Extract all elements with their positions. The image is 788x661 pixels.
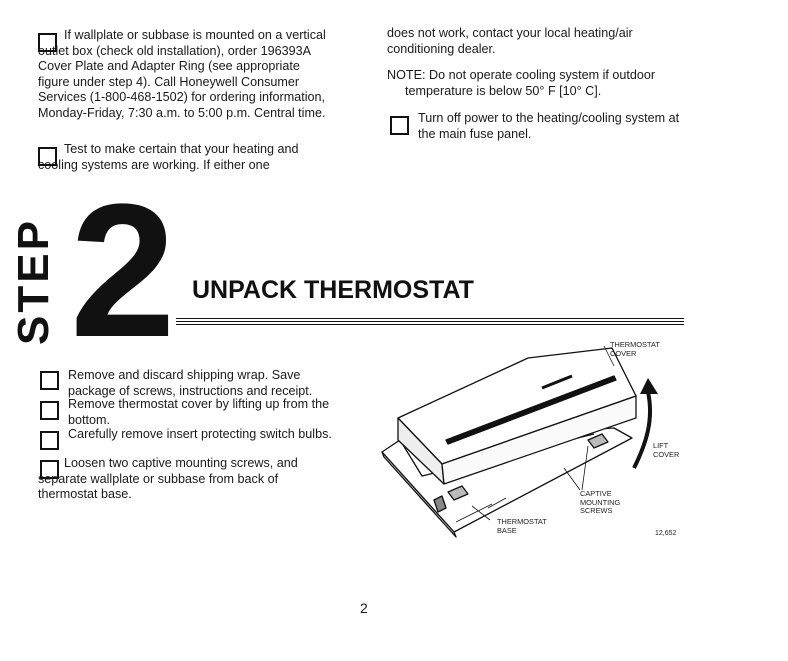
test-text: Test to make certain that your heating and cooling systems are working. If either one <box>38 142 299 172</box>
step-number: 2 <box>70 165 170 377</box>
note-line-1: NOTE: Do not operate cooling system if outdoor <box>387 68 656 82</box>
wallplate-text: If wallplate or subbase is mounted on a vertical outlet box (check old installation), order 196393A Cover Plate and Adapter Ring (see appropriate figure under step 4). Call Honeywell Consumer Services (1-800-468-1502) for ordering information, Monday-Friday, 7:30 a.m. to 5:00 p.m. Central time. <box>38 28 326 120</box>
title-rule-1 <box>176 318 684 319</box>
note-line-2: temperature is below 50° F [10° C]. <box>405 83 602 98</box>
continuation-paragraph <box>387 26 687 57</box>
title-rule-3 <box>176 324 684 325</box>
continuation-text: does not work, contact your local heating/air conditioning dealer. <box>387 26 633 56</box>
checkbox-step-2[interactable] <box>40 401 59 420</box>
step-item-3 <box>68 427 336 443</box>
label-mounting-screws: CAPTIVE MOUNTING SCREWS <box>580 489 621 516</box>
step-item-1 <box>68 368 336 399</box>
step-item-1-text: Remove and discard shipping wrap. Save package of screws, instructions and receipt. <box>68 368 313 398</box>
step-item-4 <box>38 456 336 503</box>
checkbox-step-3[interactable] <box>40 431 59 450</box>
label-thermostat-base: THERMOSTAT BASE <box>497 517 547 535</box>
power-paragraph <box>418 111 688 142</box>
checkbox-step-1[interactable] <box>40 371 59 390</box>
step-word: STEP <box>9 218 58 345</box>
page-number: 2 <box>360 600 368 616</box>
step-item-2-text: Remove thermostat cover by lifting up from the bottom. <box>68 397 330 427</box>
section-title: UNPACK THERMOSTAT <box>192 276 474 304</box>
checkbox-power-off[interactable] <box>390 116 409 135</box>
step-item-2 <box>68 397 336 428</box>
figure-number: 12,652 <box>655 530 677 537</box>
wallplate-paragraph <box>38 28 334 122</box>
power-text: Turn off power to the heating/cooling system at the main fuse panel. <box>418 111 680 141</box>
note-paragraph <box>387 68 697 99</box>
title-rule-2 <box>176 321 684 322</box>
label-thermostat-cover: THERMOSTAT COVER <box>610 340 660 358</box>
step-item-3-text: Carefully remove insert protecting switch bulbs. <box>68 427 332 441</box>
step-item-4-text: Loosen two captive mounting screws, and separate wallplate or subbase from back of thermostat base. <box>38 456 298 502</box>
label-lift-cover: LIFT COVER <box>653 441 680 459</box>
